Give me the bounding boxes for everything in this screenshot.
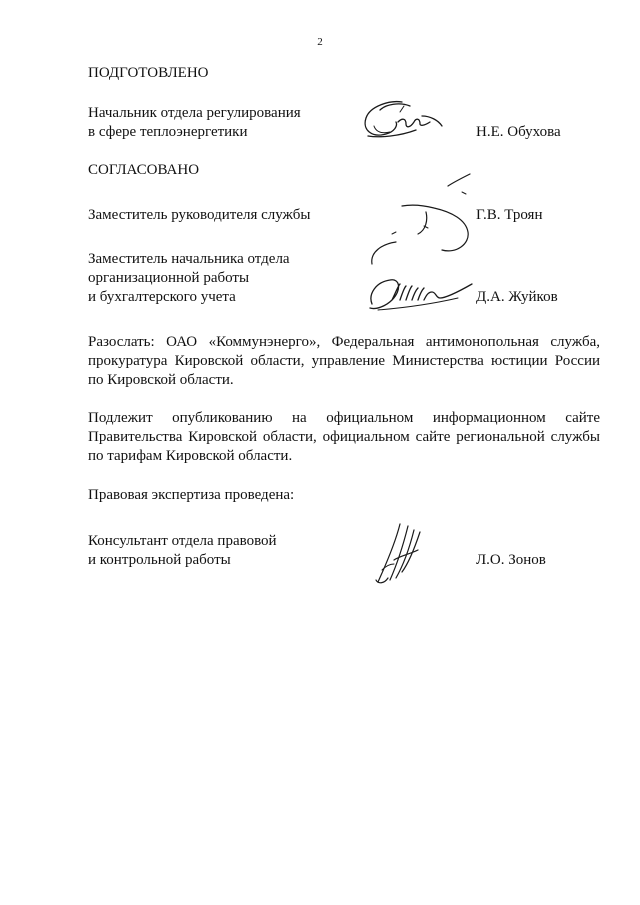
distribution-line-1: Разослать: ОАО «Коммунэнерго», Федеральная антимонопольная служба, bbox=[88, 334, 600, 350]
legal-review-signature bbox=[368, 520, 428, 588]
legal-review-signer-name: Л.О. Зонов bbox=[476, 552, 546, 568]
agreed-signer-2-position-line-3: и бухгалтерского учета bbox=[88, 289, 236, 305]
agreed-signer-1-signature bbox=[362, 168, 482, 268]
distribution-line-3: по Кировской области. bbox=[88, 372, 234, 388]
agreed-signer-1-name: Г.В. Троян bbox=[476, 207, 543, 223]
agreed-signer-2-position-line-1: Заместитель начальника отдела bbox=[88, 251, 290, 267]
agreed-heading: СОГЛАСОВАНО bbox=[88, 162, 200, 178]
legal-review-text: Правовая экспертиза проведена: bbox=[88, 487, 295, 503]
agreed-signer-2-position-line-2: организационной работы bbox=[88, 270, 250, 286]
prepared-signer-name: Н.Е. Обухова bbox=[476, 124, 561, 140]
publication-paragraph bbox=[88, 409, 600, 466]
publication-line-2: Правительства Кировской области, официальном сайте региональной службы bbox=[88, 429, 600, 445]
legal-review-position-line-1: Консультант отдела правовой bbox=[88, 533, 277, 549]
distribution-paragraph bbox=[88, 333, 600, 390]
prepared-signature bbox=[360, 96, 450, 144]
agreed-signer-2-signature bbox=[362, 270, 480, 318]
publication-line-1: Подлежит опубликованию на официальном информационном сайте bbox=[88, 410, 600, 426]
prepared-heading: ПОДГОТОВЛЕНО bbox=[88, 65, 209, 81]
agreed-signer-1-position: Заместитель руководителя службы bbox=[88, 207, 311, 223]
page-number: 2 bbox=[317, 36, 323, 48]
distribution-line-2: прокуратура Кировской области, управление Министерства юстиции России bbox=[88, 353, 600, 369]
agreed-signer-2-name: Д.А. Жуйков bbox=[476, 289, 558, 305]
publication-line-3: по тарифам Кировской области. bbox=[88, 448, 293, 464]
legal-review-position-line-2: и контрольной работы bbox=[88, 552, 231, 568]
prepared-position-line-1: Начальник отдела регулирования bbox=[88, 105, 301, 121]
prepared-position-line-2: в сфере теплоэнергетики bbox=[88, 124, 248, 140]
